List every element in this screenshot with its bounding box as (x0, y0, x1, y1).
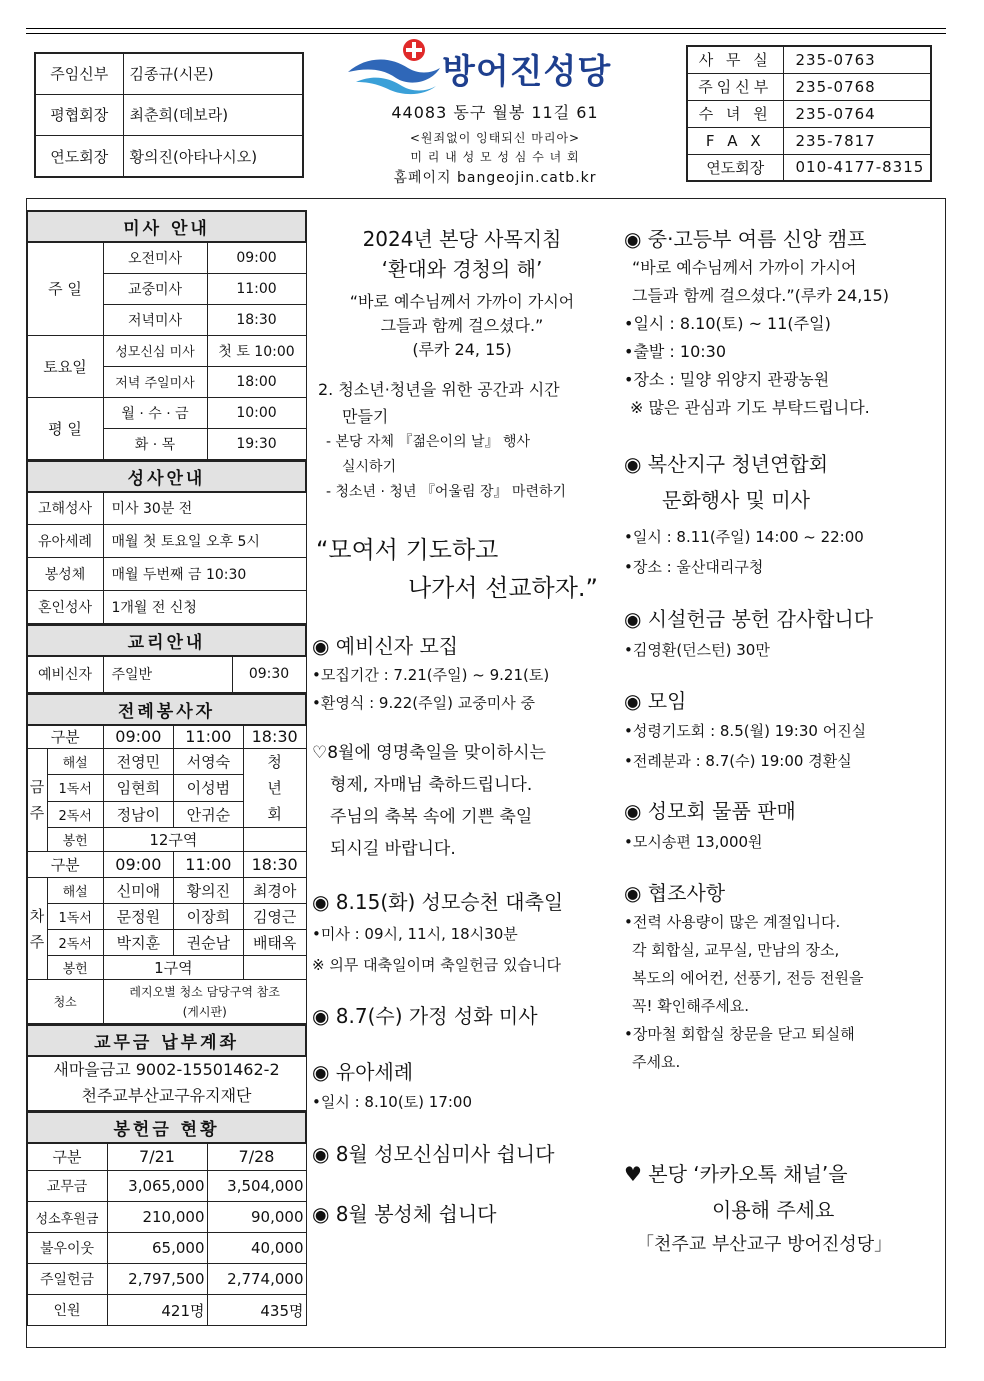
coop-5: •장마철 회합실 창문을 닫고 퇴실해 (624, 1025, 855, 1043)
mass-name: 월 · 수 · 금 (103, 397, 207, 428)
baptism-title: ◉ 유아세례 (312, 1060, 414, 1084)
feast-2: 형제, 자매님 축하드립니다. (330, 775, 533, 795)
kakao-1: ♥ 본당 ‘카카오톡 채널’을 (624, 1162, 848, 1186)
server-name: 신미애 (103, 878, 173, 904)
offering-amount: 90,000 (207, 1202, 306, 1233)
offering-header: 봉헌금 현황 (27, 1112, 306, 1143)
mass-name: 교중미사 (103, 273, 207, 304)
sacrament-name: 유아세례 (27, 525, 103, 558)
youth-group (243, 749, 306, 828)
feast-3: 주님의 축복 속에 기쁜 축일 (330, 807, 533, 827)
offering-amount: 421명 (107, 1295, 207, 1326)
top-rule (26, 28, 946, 29)
sacrament-table (26, 460, 307, 625)
mass-name: 저녁 주일미사 (103, 366, 207, 397)
phone-table (686, 45, 932, 182)
coop-6: 주세요. (632, 1053, 681, 1071)
youth-date: •일시 : 8.11(주일) 14:00 ~ 22:00 (624, 528, 864, 546)
server-name: 황의진 (173, 878, 243, 904)
no-mass-notice: ◉ 8월 성모신심미사 쉽니다 (312, 1142, 555, 1166)
policy-verse-2: 그들과 함께 걸으셨다.” (380, 316, 544, 335)
youth-title: ◉ 복산지구 청년연합회 (624, 452, 829, 476)
phone-number: 235-7817 (783, 127, 931, 154)
meeting-2: •전례분과 : 8.7(수) 19:00 경환실 (624, 752, 852, 770)
kakao-3: 「천주교 부산교구 방어진성당」 (636, 1234, 893, 1255)
parish-info (340, 100, 650, 187)
catechumen-welcome: •환영식 : 9.22(주일) 교중미사 중 (312, 694, 535, 712)
policy-verse-1: “바로 예수님께서 가까이 가시어 (349, 292, 575, 311)
staff-role: 연도회장 (35, 136, 123, 177)
phone-label: 주임신부 (687, 73, 783, 100)
offering-amount: 210,000 (107, 1202, 207, 1233)
weekday-label: 평 일 (27, 397, 103, 459)
middle-column (312, 224, 612, 1229)
youth-char: 회 (267, 805, 282, 823)
server-name: 최경아 (243, 878, 306, 904)
mass-name: 화 · 목 (103, 428, 207, 459)
no-communion-notice: ◉ 8월 봉성체 쉽니다 (312, 1202, 497, 1226)
coop-4: 꼭! 확인해주세요. (632, 997, 749, 1015)
account-header: 교무금 납부계좌 (27, 1025, 306, 1056)
servers-time: 18:30 (243, 852, 306, 878)
account-info (27, 1056, 306, 1110)
staff-role: 주임신부 (35, 53, 123, 94)
account-holder: 천주교부산교구유지재단 (81, 1086, 252, 1106)
servers-table (26, 693, 307, 1025)
cleaning-info (103, 980, 306, 1024)
phone-number: 235-0768 (783, 73, 931, 100)
phone-label: 사 무 실 (687, 46, 783, 73)
meeting-title: ◉ 모임 (624, 689, 687, 713)
offering-date: 7/28 (207, 1143, 306, 1171)
policy-title: 2024년 본당 사목지침 (362, 227, 562, 251)
coop-title: ◉ 협조사항 (624, 881, 726, 905)
phone-label: F A X (687, 127, 783, 154)
servers-time: 09:00 (103, 725, 173, 749)
youth-title-2: 문화행사 및 미사 (662, 488, 810, 512)
server-name: 안귀순 (173, 801, 243, 827)
staff-name: 최춘희(데보라) (123, 94, 303, 135)
offering-name: 주일헌금 (27, 1264, 107, 1295)
staff-table (34, 52, 304, 178)
youth-char: 년 (267, 779, 282, 797)
offering-amount: 3,065,000 (107, 1171, 207, 1202)
staff-name: 김종규(시몬) (123, 53, 303, 94)
server-name: 이장희 (173, 904, 243, 930)
wave-cross-icon (346, 38, 442, 96)
facility-title: ◉ 시설헌금 봉헌 감사합니다 (624, 607, 874, 631)
empty-cell (243, 828, 306, 852)
mass-table (26, 210, 307, 460)
offering-table (26, 1111, 307, 1327)
server-role: 해설 (47, 749, 103, 775)
phone-label: 연도회장 (687, 154, 783, 181)
home-mass-title: ◉ 8.7(수) 가정 성화 미사 (312, 1004, 538, 1028)
coop-3: 복도의 에어컨, 선풍기, 전등 전원을 (632, 969, 864, 987)
mass-time: 19:30 (207, 428, 306, 459)
meeting-1: •성령기도회 : 8.5(월) 19:30 어진실 (624, 722, 867, 740)
offering-amount: 40,000 (207, 1233, 306, 1264)
camp-departure: •출발 : 10:30 (624, 342, 727, 361)
mass-header: 미사 안내 (27, 211, 306, 242)
policy-subtitle: ‘환대와 경청의 해’ (381, 257, 543, 281)
server-name: 김영근 (243, 904, 306, 930)
offering-col-label: 구분 (27, 1143, 107, 1171)
policy-item-2: 2. 청소년·청년을 위한 공간과 시간 (318, 380, 560, 399)
camp-title: ◉ 중·고등부 여름 신앙 캠프 (624, 227, 867, 251)
offering-amount: 2,797,500 (107, 1264, 207, 1295)
sacrament-name: 봉성체 (27, 558, 103, 591)
mass-time: 11:00 (207, 273, 306, 304)
sacrament-value: 미사 30분 전 (103, 492, 306, 525)
offering-amount: 435명 (207, 1295, 306, 1326)
week1-label-2: 주 (29, 804, 45, 822)
catechism-name: 예비신자 (27, 656, 103, 692)
slogan-2: 나가서 선교하자.” (408, 574, 598, 602)
catechism-time: 09:30 (232, 656, 306, 692)
offering-amount: 2,774,000 (207, 1264, 306, 1295)
server-role: 2독서 (47, 801, 103, 827)
account-table (26, 1024, 307, 1111)
mass-name: 성모신심 미사 (103, 335, 207, 366)
server-role: 2독서 (47, 930, 103, 956)
facility-donor: •김영환(던스턴) 30만 (624, 641, 770, 659)
servers-time: 09:00 (103, 852, 173, 878)
mass-time: 09:00 (207, 242, 306, 273)
assumption-title: ◉ 8.15(화) 성모승천 대축일 (312, 890, 564, 914)
server-role: 1독서 (47, 904, 103, 930)
server-name: 전영민 (103, 749, 173, 775)
feast-1: ♡8월에 영명축일을 맞이하시는 (312, 743, 546, 763)
servers-time: 11:00 (173, 725, 243, 749)
week1-label (27, 749, 47, 852)
catechumen-period: •모집기간 : 7.21(주일) ~ 9.21(토) (312, 666, 550, 684)
left-column (26, 210, 307, 1326)
catechism-header: 교리안내 (27, 625, 306, 656)
feast-4: 되시길 바랍니다. (330, 839, 456, 859)
kakao-2: 이용해 주세요 (712, 1198, 835, 1222)
offering-group: 12구역 (103, 828, 243, 852)
policy-sub-2: - 청소년 · 청년 『어울림 장』 마련하기 (326, 484, 567, 500)
offering-name: 교무금 (27, 1171, 107, 1202)
offering-amount: 3,504,000 (207, 1171, 306, 1202)
servers-time: 18:30 (243, 725, 306, 749)
sacrament-value: 매월 첫 토요일 오후 5시 (103, 525, 306, 558)
youth-char: 청 (267, 753, 282, 771)
server-role: 봉헌 (47, 828, 103, 852)
homepage: 홈페이지 bangeojin.catb.kr (393, 170, 597, 186)
address: 44083 동구 월봉 11길 61 (391, 103, 599, 122)
camp-note: ※ 많은 관심과 기도 부탁드립니다. (630, 398, 870, 417)
offering-date: 7/21 (107, 1143, 207, 1171)
mass-time: 10:00 (207, 397, 306, 428)
mass-name: 저녁미사 (103, 304, 207, 335)
sacrament-header: 성사안내 (27, 461, 306, 492)
offering-group: 1구역 (103, 956, 243, 980)
sale-item: •모시송편 13,000원 (624, 833, 763, 851)
cleaning-text-2: (게시판) (182, 1004, 227, 1019)
policy-item-2b: 만들기 (342, 407, 389, 426)
policy-sub-1b: 실시하기 (342, 459, 397, 475)
policy-verse-ref: (루카 24, 15) (412, 340, 512, 359)
sacrament-value: 매월 두번째 금 10:30 (103, 558, 306, 591)
sacrament-name: 혼인성사 (27, 591, 103, 624)
sacrament-value: 1개월 전 신청 (103, 591, 306, 624)
camp-date: •일시 : 8.10(토) ~ 11(주일) (624, 314, 831, 333)
policy-sub-1: - 본당 자체 『젊은이의 날』 행사 (326, 434, 531, 450)
assumption-mass: •미사 : 09시, 11시, 18시30분 (312, 925, 518, 943)
server-name: 배태옥 (243, 930, 306, 956)
catechumen-title: ◉ 예비신자 모집 (312, 634, 459, 658)
servers-col-label: 구분 (27, 852, 103, 878)
servers-header: 전례봉사자 (27, 694, 306, 725)
mass-name: 오전미사 (103, 242, 207, 273)
catechism-class: 주일반 (103, 656, 232, 692)
account-number: 새마을금고 9002-15501462-2 (53, 1060, 280, 1080)
week2-label (27, 878, 47, 980)
offering-name: 불우이웃 (27, 1233, 107, 1264)
assumption-note: ※ 의무 대축일이며 축일헌금 있습니다 (312, 956, 561, 974)
server-role: 1독서 (47, 775, 103, 801)
server-name: 정남이 (103, 801, 173, 827)
server-role: 봉헌 (47, 956, 103, 980)
phone-label: 수 녀 원 (687, 100, 783, 127)
camp-place: •장소 : 밀양 위양지 관광농원 (624, 370, 830, 389)
server-name: 임현희 (103, 775, 173, 801)
empty-cell (243, 956, 306, 980)
week2-label-2: 주 (29, 932, 45, 951)
server-name: 박지훈 (103, 930, 173, 956)
week2-label-1: 차 (29, 906, 45, 925)
phone-number: 235-0763 (783, 46, 931, 73)
nuns: 미 리 내 성 모 성 심 수 녀 회 (410, 150, 580, 164)
phone-number: 235-0764 (783, 100, 931, 127)
server-name: 권순남 (173, 930, 243, 956)
staff-name: 황의진(아타나시오) (123, 136, 303, 177)
sacrament-name: 고해성사 (27, 492, 103, 525)
sunday-label: 주 일 (27, 242, 103, 335)
parish-logo (346, 38, 646, 96)
right-column (624, 224, 940, 1262)
server-role: 해설 (47, 878, 103, 904)
offering-amount: 65,000 (107, 1233, 207, 1264)
saturday-label: 토요일 (27, 335, 103, 397)
sale-title: ◉ 성모회 물품 판매 (624, 799, 796, 823)
top-rule-2 (26, 33, 946, 34)
offering-name: 성소후원금 (27, 1202, 107, 1233)
staff-role: 평협회장 (35, 94, 123, 135)
mass-time: 첫 토 10:00 (207, 335, 306, 366)
phone-number: 010-4177-8315 (783, 154, 931, 181)
servers-col-label: 구분 (27, 725, 103, 749)
server-name: 이성범 (173, 775, 243, 801)
servers-time: 11:00 (173, 852, 243, 878)
catechism-table (26, 624, 307, 693)
mass-time: 18:30 (207, 304, 306, 335)
cleaning-text: 레지오별 청소 담당구역 참조 (129, 984, 280, 999)
coop-2: 각 회합실, 교무실, 만남의 장소, (632, 941, 840, 959)
parish-name: 방어진성당 (442, 52, 612, 92)
mass-time: 18:00 (207, 366, 306, 397)
week1-label-1: 금 (29, 778, 45, 796)
server-name: 문정원 (103, 904, 173, 930)
slogan-1: “모여서 기도하고 (316, 536, 499, 564)
cleaning-label: 청소 (27, 980, 103, 1024)
offering-name: 인원 (27, 1295, 107, 1326)
baptism-date: •일시 : 8.10(토) 17:00 (312, 1093, 473, 1111)
camp-verse-2: 그들과 함께 걸으셨다.”(루카 24,15) (632, 286, 889, 305)
coop-1: •전력 사용량이 많은 계절입니다. (624, 913, 841, 931)
camp-verse-1: “바로 예수님께서 가까이 가시어 (632, 258, 857, 277)
patron: <원죄없이 잉태되신 마리아> (409, 131, 581, 145)
youth-place: •장소 : 울산대리구청 (624, 558, 764, 576)
server-name: 서영숙 (173, 749, 243, 775)
